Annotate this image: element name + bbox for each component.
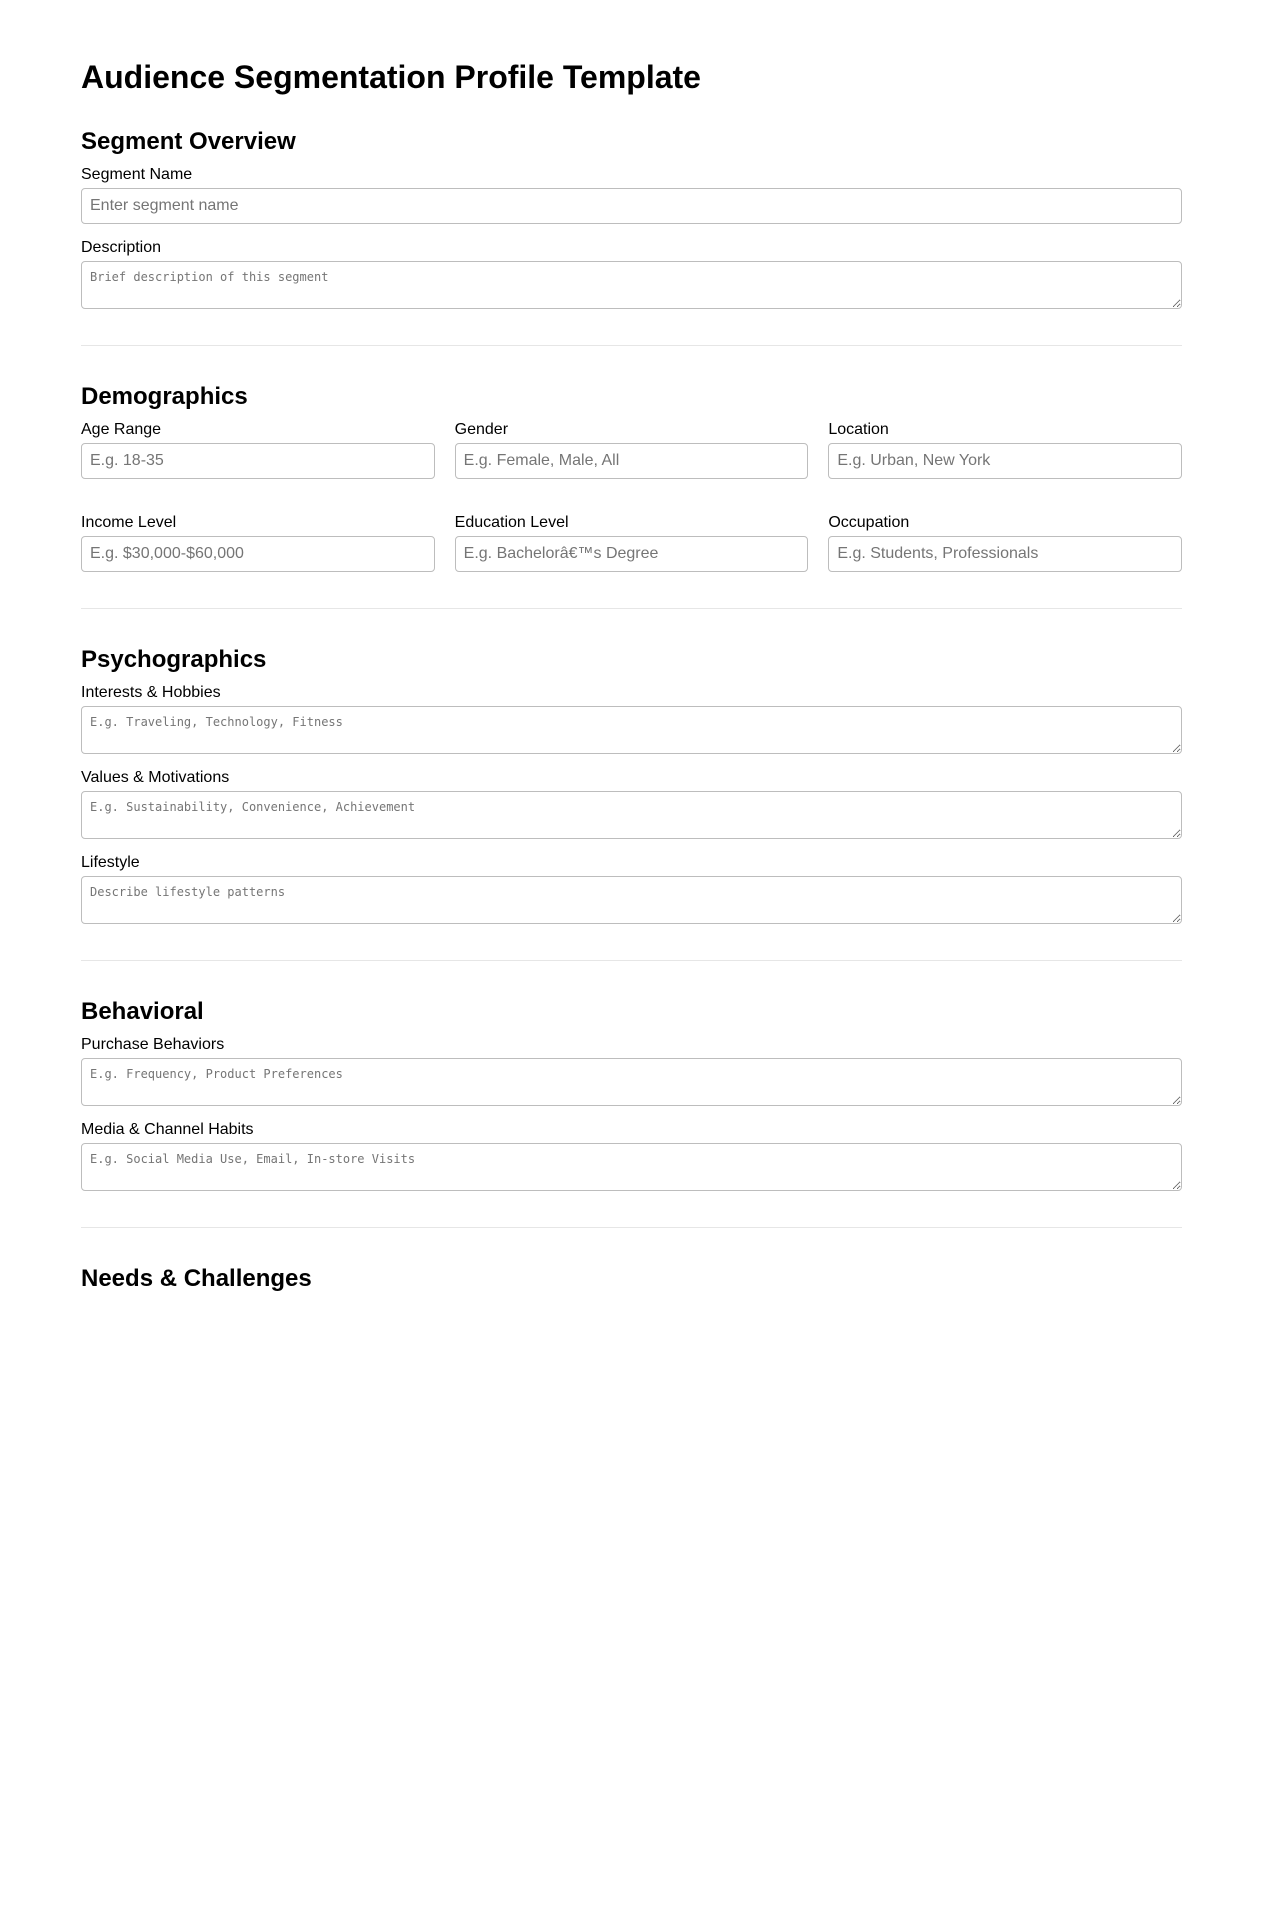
interests-hobbies-label: Interests & Hobbies	[81, 684, 221, 701]
segment-name-input[interactable]	[81, 188, 1182, 224]
lifestyle-label: Lifestyle	[81, 854, 140, 871]
income-level-field	[81, 513, 435, 572]
media-channel-habits-textarea[interactable]	[81, 1143, 1182, 1191]
education-level-label: Education Level	[454, 514, 569, 531]
age-range-field	[81, 420, 435, 479]
occupation-field	[828, 513, 1182, 572]
media-channel-habits-field	[81, 1120, 1182, 1191]
education-level-field	[455, 513, 809, 572]
occupation-input[interactable]	[828, 536, 1182, 572]
location-input[interactable]	[828, 443, 1182, 479]
values-motivations-field	[81, 768, 1182, 839]
lifestyle-textarea[interactable]	[81, 876, 1182, 924]
section-divider	[81, 345, 1182, 346]
psychographics-heading: Psychographics	[81, 646, 267, 673]
description-label: Description	[81, 239, 162, 256]
needs-challenges-section	[81, 1264, 1182, 1294]
gender-label: Gender	[454, 421, 509, 438]
behavioral-heading: Behavioral	[81, 998, 204, 1025]
age-range-input[interactable]	[81, 443, 435, 479]
purchase-behaviors-field	[81, 1035, 1182, 1106]
segment-name-field	[81, 165, 1182, 224]
purchase-behaviors-label: Purchase Behaviors	[81, 1036, 225, 1053]
demographics-grid	[81, 420, 1182, 606]
section-divider	[81, 608, 1182, 609]
page-title: Audience Segmentation Profile Template	[81, 59, 701, 95]
gender-field	[455, 420, 809, 479]
income-level-label: Income Level	[81, 514, 177, 531]
gender-input[interactable]	[455, 443, 809, 479]
section-divider	[81, 1227, 1182, 1228]
needs-challenges-heading: Needs & Challenges	[81, 1265, 312, 1292]
demographics-heading: Demographics	[81, 383, 248, 410]
age-range-label: Age Range	[81, 421, 162, 438]
values-motivations-textarea[interactable]	[81, 791, 1182, 839]
purchase-behaviors-textarea[interactable]	[81, 1058, 1182, 1106]
behavioral-section	[81, 997, 1182, 1191]
occupation-label: Occupation	[828, 514, 910, 531]
interests-hobbies-field	[81, 683, 1182, 754]
lifestyle-field	[81, 853, 1182, 924]
interests-hobbies-textarea[interactable]	[81, 706, 1182, 754]
location-label: Location	[828, 421, 889, 438]
education-level-input[interactable]	[455, 536, 809, 572]
description-field	[81, 238, 1182, 309]
values-motivations-label: Values & Motivations	[81, 769, 230, 786]
segment-name-label: Segment Name	[81, 166, 193, 183]
section-divider	[81, 960, 1182, 961]
description-textarea[interactable]	[81, 261, 1182, 309]
psychographics-section	[81, 645, 1182, 924]
segment-overview-heading: Segment Overview	[81, 128, 296, 155]
income-level-input[interactable]	[81, 536, 435, 572]
location-field	[828, 420, 1182, 479]
segment-overview-section	[81, 127, 1182, 309]
media-channel-habits-label: Media & Channel Habits	[81, 1121, 254, 1138]
demographics-section	[81, 382, 1182, 606]
